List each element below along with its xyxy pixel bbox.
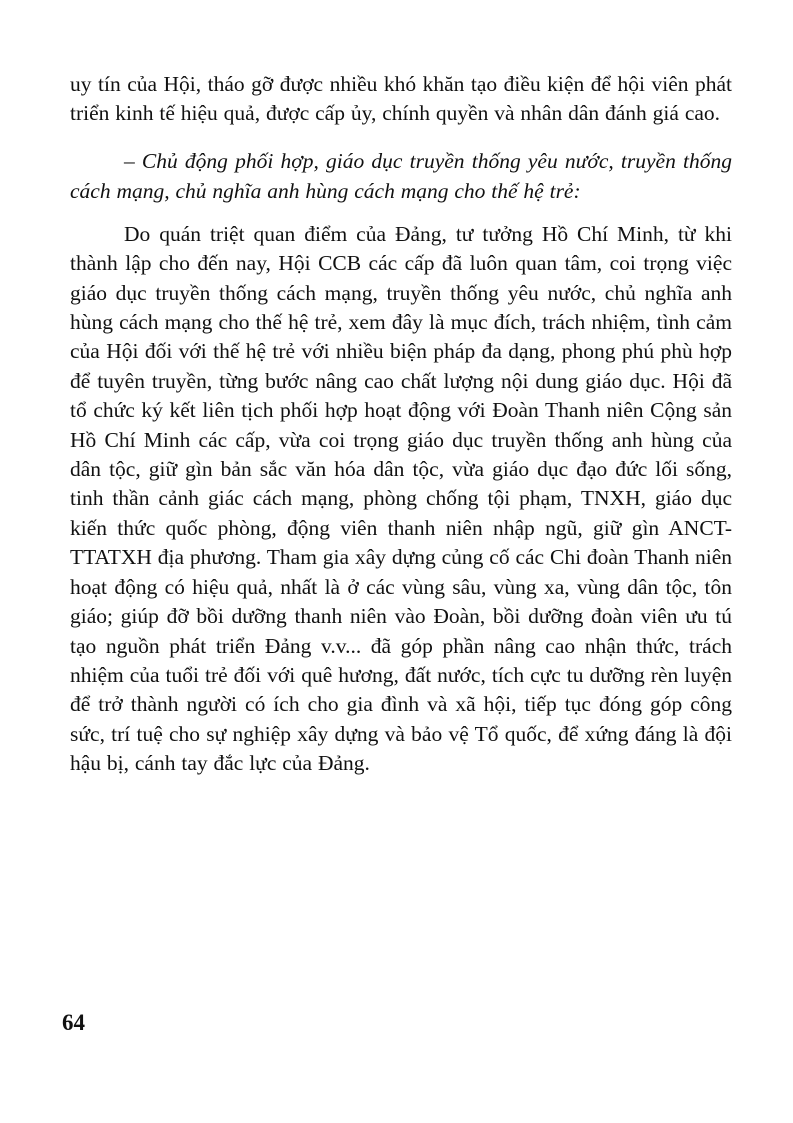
page-body: [70, 70, 732, 779]
paragraph-body: Do quán triệt quan điểm của Đảng, tư tưởng Hồ Chí Minh, từ khi thành lập cho đến nay, Hội CCB các cấp đã luôn quan tâm, coi trọng việc giáo dục truyền thống cách mạng, truyền thống yêu nước, chủ nghĩa anh hùng cách mạng cho thế hệ trẻ, xem đây là mục đích, trách nhiệm, tình cảm của Hội đối với thế hệ trẻ với nhiều biện pháp đa dạng, phong phú phù hợp để tuyên truyền, từng bước nâng cao chất lượng nội dung giáo dục. Hội đã tổ chức ký kết liên tịch phối hợp hoạt động với Đoàn Thanh niên Cộng sản Hồ Chí Minh các cấp, vừa coi trọng giáo dục truyền thống anh hùng của dân tộc, giữ gìn bản sắc văn hóa dân tộc, vừa giáo dục đạo đức lối sống, tinh thần cảnh giác cách mạng, phòng chống tội phạm, TNXH, giáo dục kiến thức quốc phòng, động viên thanh niên nhập ngũ, giữ gìn ANCT-TTATXH địa phương. Tham gia xây dựng củng cố các Chi đoàn Thanh niên hoạt động có hiệu quả, nhất là ở các vùng sâu, vùng xa, vùng dân tộc, tôn giáo; giúp đỡ bồi dưỡng thanh niên vào Đoàn, bồi dưỡng đoàn viên ưu tú tạo nguồn phát triển Đảng v.v... đã góp phần nâng cao nhận thức, trách nhiệm của tuổi trẻ đối với quê hương, đất nước, tích cực tu dưỡng rèn luyện để trở thành người có ích cho gia đình và xã hội, tiếp tục đóng góp công sức, trí tuệ cho sự nghiệp xây dựng và bảo vệ Tổ quốc, để xứng đáng là đội hậu bị, cánh tay đắc lực của Đảng.: [70, 221, 733, 776]
paragraph-continuation: uy tín của Hội, tháo gỡ được nhiều khó khăn tạo điều kiện để hội viên phát triển kinh tế hiệu quả, được cấp ủy, chính quyền và nhân dân đánh giá cao.: [70, 72, 732, 126]
section-heading: – Chủ động phối hợp, giáo dục truyền thống yêu nước, truyền thống cách mạng, chủ nghĩa anh hùng cách mạng cho thế hệ trẻ:: [70, 148, 732, 203]
page-number: 64: [62, 1010, 85, 1035]
